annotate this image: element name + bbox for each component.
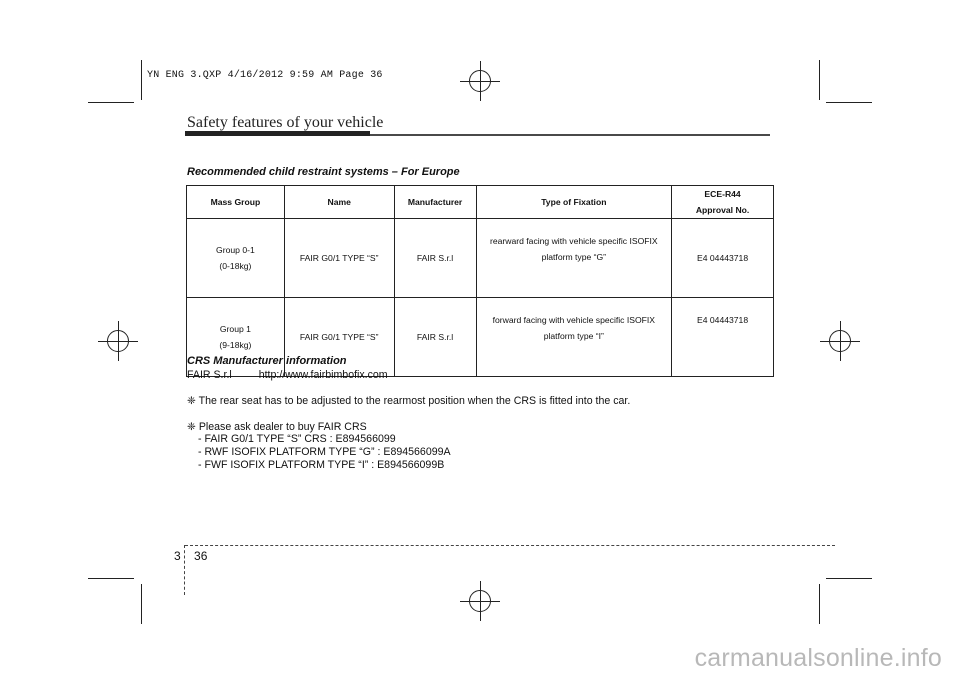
registration-mark-top: [469, 70, 491, 92]
section-title: Safety features of your vehicle: [187, 114, 384, 131]
list-item: - FWF ISOFIX PLATFORM TYPE “I” : E894566099B: [198, 459, 445, 471]
cell-manufacturer: FAIR S.r.l: [394, 219, 476, 298]
note-bullet-icon: ❈: [187, 421, 196, 433]
watermark: carmanualsonline.info: [694, 644, 942, 672]
registration-mark-right: [829, 330, 851, 352]
part-number-list: [198, 433, 451, 472]
header-name: Name: [284, 186, 394, 219]
header-manufacturer: Manufacturer: [394, 186, 476, 219]
mass-group-range: (9-18kg): [219, 340, 252, 350]
crs-manufacturer-url[interactable]: http://www.fairbimbofix.com: [258, 369, 388, 381]
section-number: 3: [174, 549, 181, 563]
cell-fixation: [476, 219, 672, 298]
fixation-line2: platform type “G”: [541, 252, 607, 262]
page-number-value: 36: [194, 549, 208, 563]
cell-approval: E4 04443718: [672, 298, 774, 377]
recommended-crs-title: Recommended child restraint systems – For Europe: [187, 166, 460, 178]
cell-mass-group: [187, 219, 285, 298]
mass-group-label: Group 0-1: [216, 245, 255, 255]
section-rule-accent: [185, 131, 370, 136]
header-approval-line1: ECE-R44: [704, 189, 741, 199]
crs-manufacturer-name: FAIR S.r.l: [187, 369, 232, 381]
cell-name: FAIR G0/1 TYPE “S”: [284, 219, 394, 298]
list-item: - FAIR G0/1 TYPE “S” CRS : E894566099: [198, 433, 396, 445]
cell-fixation: [476, 298, 672, 377]
registration-mark-left: [107, 330, 129, 352]
mass-group-range: (0-18kg): [219, 261, 252, 271]
table-header-row: [187, 186, 774, 219]
crs-table: [186, 185, 774, 377]
note-text: Please ask dealer to buy FAIR CRS: [198, 421, 367, 433]
note-text: The rear seat has to be adjusted to the rearmost position when the CRS is fitted into the car.: [198, 395, 631, 407]
fixation-line2: platform type “I”: [543, 331, 604, 341]
page-number: [174, 549, 207, 563]
crs-info-title: CRS Manufacturer information: [187, 355, 347, 367]
fixation-line1: rearward facing with vehicle specific ISOFIX: [489, 236, 658, 246]
header-mass-group: Mass Group: [187, 186, 285, 219]
cell-name: FAIR G0/1 TYPE “S”: [284, 298, 394, 377]
list-item: - RWF ISOFIX PLATFORM TYPE “G” : E894566099A: [198, 446, 451, 458]
printer-slug: YN ENG 3.QXP 4/16/2012 9:59 AM Page 36: [147, 70, 383, 81]
header-approval: [672, 186, 774, 219]
footer-rule: [185, 545, 835, 546]
cell-manufacturer: FAIR S.r.l: [394, 298, 476, 377]
note-bullet-icon: ❈: [187, 395, 196, 407]
fixation-line1: forward facing with vehicle specific ISOFIX: [492, 315, 656, 325]
header-type-of-fixation: Type of Fixation: [476, 186, 672, 219]
cell-approval: E4 04443718: [672, 219, 774, 298]
registration-mark-bottom: [469, 590, 491, 612]
mass-group-label: Group 1: [219, 324, 251, 334]
crs-info-line: [187, 369, 388, 381]
table-row: [187, 219, 774, 298]
note-dealer: [187, 421, 367, 433]
header-approval-line2: Approval No.: [695, 205, 750, 215]
note-rear-seat: [187, 395, 630, 407]
